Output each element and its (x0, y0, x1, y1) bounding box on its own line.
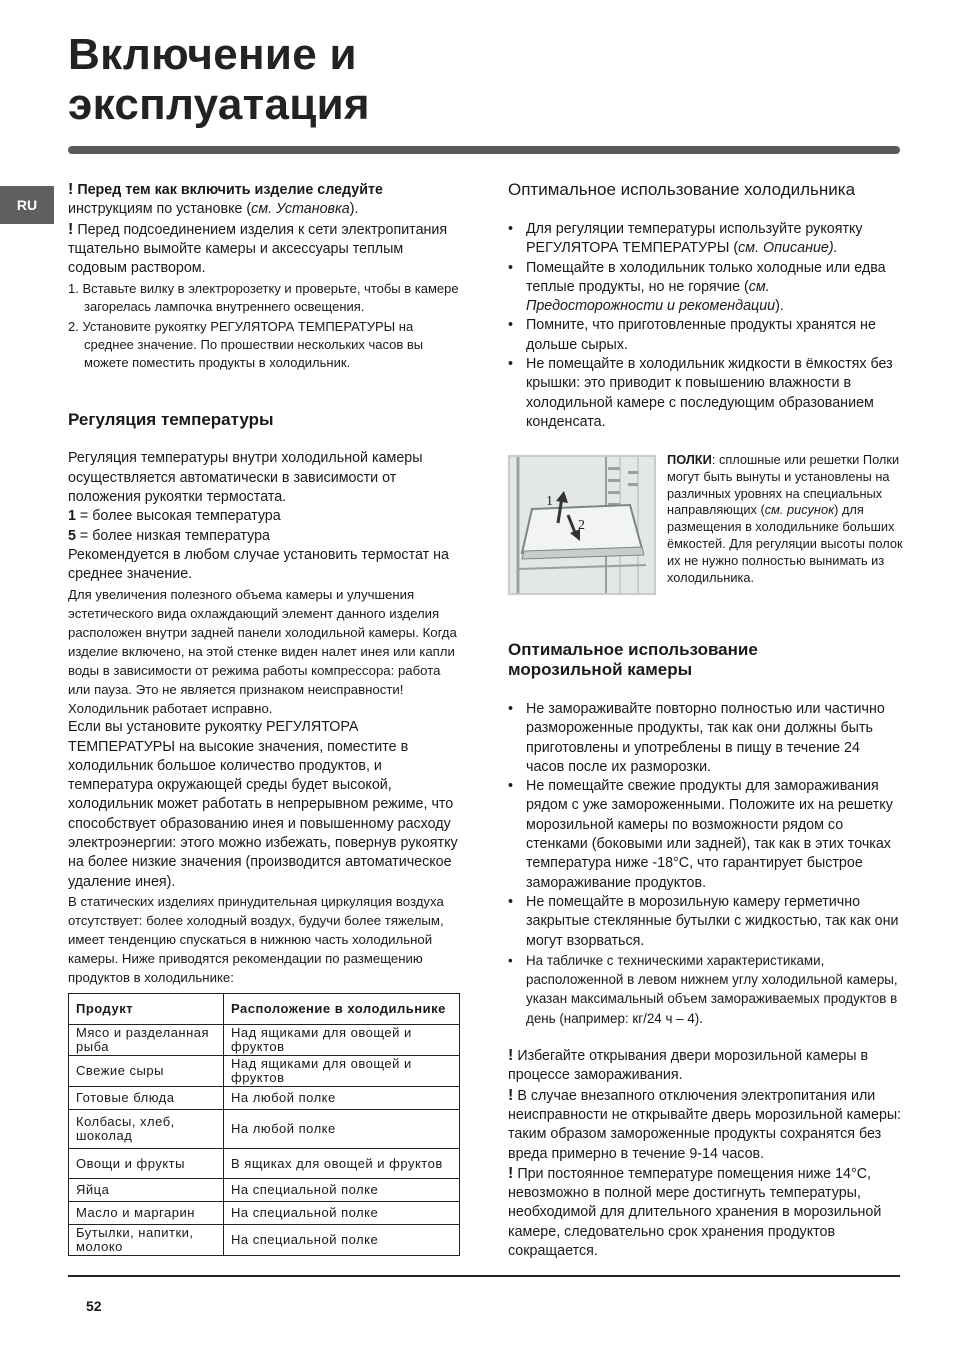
list-item: • Для регуляции температуры используйте рукоятку РЕГУЛЯТОРА ТЕМПЕРАТУРЫ (см. Описание). (508, 221, 863, 257)
warning-icon: ! (508, 1047, 514, 1065)
section-heading-freezer: Оптимальное использование морозильной камеры (508, 640, 758, 679)
page-title-line1: Включение и (68, 30, 357, 79)
figure-label: 1 (546, 494, 553, 509)
freezer-warning: ! При постоянное температуре помещения ниже 14°С, невозможно в полной мере достигнуть температуры, необходимой для длительного хранения в морозильной камере, следовательно срок хранения продуктов сокращается. (508, 1164, 882, 1260)
title-divider (68, 146, 900, 154)
table-cell: На специальной полке (224, 1202, 460, 1225)
table-header-row (69, 994, 460, 1025)
table-cell: Мясо и разделанная рыба (69, 1025, 224, 1056)
temp-paragraph: Рекомендуется в любом случае установить термостат на среднее значение. (68, 546, 449, 583)
freezer-tips-list (508, 700, 902, 1028)
fridge-tips-list (508, 220, 902, 432)
freezer-warning: ! В случае внезапного отключения электропитания или неисправности не открывайте дверь морозильной камеры: таким образом замороженные продукты сохранятся без вреда примерно в течение 9-14 часов. (508, 1086, 902, 1162)
footer-divider (68, 1275, 900, 1277)
temp-setting-high: 1 = более высокая температура (68, 508, 281, 525)
shelf-drawing (510, 457, 654, 593)
table-header-cell: Продукт (69, 994, 224, 1025)
table-row (69, 1225, 460, 1256)
table-row (69, 1110, 460, 1149)
table-cell: Яйца (69, 1179, 224, 1202)
figure-label: 2 (578, 518, 585, 533)
table-cell: На любой полке (224, 1110, 460, 1149)
warning-install: ! Перед тем как включить изделие следуйте инструкциям по установке (см. Установка). (68, 181, 383, 218)
page-number: 52 (86, 1298, 102, 1314)
list-item: • На табличке с техническими характеристиками, расположенной в левом нижнем углу холодильной камеры, указан максимальный объем замораживаемых продуктов в день (например: кг/24 ч – 4). (508, 952, 898, 1026)
temp-paragraph: Если вы установите рукоятку РЕГУЛЯТОРА ТЕМПЕРАТУРЫ на высокие значения, поместите в холодильник большое количество продуктов, и температура окружающей среды будет высокой, холодильник может работать в непрерывном режиме, что способствует образованию инея и повышенному расходу электроэнергии: этого можно избежать, повернув рукоятку на более низкие значения (производится автоматическое удаление инея). (68, 719, 458, 890)
warning-icon: ! (508, 1086, 514, 1104)
table-cell: Колбасы, хлеб, шоколад (69, 1110, 224, 1149)
table-row (69, 1179, 460, 1202)
table-cell: Готовые блюда (69, 1087, 224, 1110)
table-cell: Масло и маргарин (69, 1202, 224, 1225)
table-row (69, 1025, 460, 1056)
table-cell: Над ящиками для овощей и фруктов (224, 1025, 460, 1056)
freezer-section (508, 640, 902, 1261)
table-row (69, 1149, 460, 1179)
table-cell: На специальной полке (224, 1179, 460, 1202)
language-tab: RU (0, 186, 54, 224)
left-column (68, 180, 462, 1256)
table-cell: Овощи и фрукты (69, 1149, 224, 1179)
temp-setting-low: 5 = более низкая температура (68, 527, 271, 544)
table-cell: Над ящиками для овощей и фруктов (224, 1056, 460, 1087)
list-item: • Не помещайте свежие продукты для замораживания рядом с уже замороженными. Положите их на решетку морозильной камеры по возможности рядом со стенками (боковыми или задней), так как в этих точках температура ниже -18°С, что гарантирует быстрое замораживание продуктов. (508, 778, 893, 891)
warning-icon: ! (68, 181, 74, 198)
shelf-illustration (508, 455, 656, 595)
table-row (69, 1087, 460, 1110)
list-item: • Не помещайте в морозильную камеру герметично закрытые стеклянные бутылки с жидкостью, так как они могут взорваться. (508, 893, 899, 949)
table-row (69, 1202, 460, 1225)
temp-paragraph: В статических изделиях принудительная циркуляция воздуха отсутствует: более холодный воздух, будучи более тяжелым, имеет тенденцию спускаться в нижнюю часть холодильной камеры. Ниже приводятся рекомендации по размещению продуктов в холодильнике: (68, 893, 444, 986)
table-cell: На любой полке (224, 1087, 460, 1110)
startup-steps (68, 280, 462, 372)
warning-wash: ! Перед подсоединением изделия к сети электропитания тщательно вымойте камеры и аксессуары теплым содовым раствором. (68, 220, 448, 277)
table-cell: Свежие сыры (69, 1056, 224, 1087)
right-column (508, 180, 902, 432)
table-header-cell: Расположение в холодильнике (224, 994, 460, 1025)
shelves-caption: ПОЛКИ: сплошные или решетки Полки могут быть вынуты и установлены на различных уровнях на специальных направляющих (см. рисунок) для размещения в холодильнике больших ёмкостей. Для регуляции высоты полок их не нужно полностью вынимать из холодильника. (667, 452, 903, 585)
page-title-line2: эксплуатация (68, 80, 370, 129)
warning-icon: ! (68, 220, 74, 238)
temp-paragraph: Регуляция температуры внутри холодильной камеры осуществляется автоматически в зависимости от положения рукоятки термостата. (68, 450, 423, 506)
list-item: • Помните, что приготовленные продукты хранятся не дольше сырых. (508, 317, 876, 353)
storage-table (68, 993, 460, 1256)
temp-paragraph: Для увеличения полезного объема камеры и улучшения эстетического вида охлаждающий элемент данного изделия расположен внутри задней панели холодильной камеры. Когда изделие включено, на этой стенке виден налет инея или капли воды в зависимости от режима работы компрессора: работа или пауза. Это не является признаком неисправности! Холодильник работает исправно. (68, 586, 457, 717)
section-heading-fridge: Оптимальное использование холодильника (508, 180, 856, 199)
list-item: • Помещайте в холодильник только холодные или едва теплые продукты, но не горячие (см. Предосторожности и рекомендации). (508, 259, 886, 315)
table-row (69, 1056, 460, 1087)
list-item: • Не помещайте в холодильник жидкости в ёмкостях без крышки: это приводит к повышению влажности в холодильной камере с последующим образованием конденсата. (508, 356, 893, 430)
section-heading-temperature: Регуляция температуры (68, 410, 274, 430)
page-title (68, 30, 568, 130)
freezer-warning: ! Избегайте открывания двери морозильной камеры в процессе замораживания. (508, 1047, 869, 1084)
warning-icon: ! (508, 1164, 514, 1182)
list-item: • Не замораживайте повторно полностью или частично размороженные продукты, так как они должны быть приготовлены и употреблены в пищу в течение 24 часов после их разморозки. (508, 701, 885, 775)
startup-step: 1. Вставьте вилку в электророзетку и проверьте, чтобы в камере загорелась лампочка внутреннего освещения. (68, 281, 459, 315)
table-cell: Бутылки, напитки, молоко (69, 1225, 224, 1256)
startup-step: 2. Установите рукоятку РЕГУЛЯТОРА ТЕМПЕРАТУРЫ на среднее значение. По прошествии нескольких часов вы можете поместить продукты в холодильник. (68, 319, 424, 371)
table-cell: В ящиках для овощей и фруктов (224, 1149, 460, 1179)
table-cell: На специальной полке (224, 1225, 460, 1256)
